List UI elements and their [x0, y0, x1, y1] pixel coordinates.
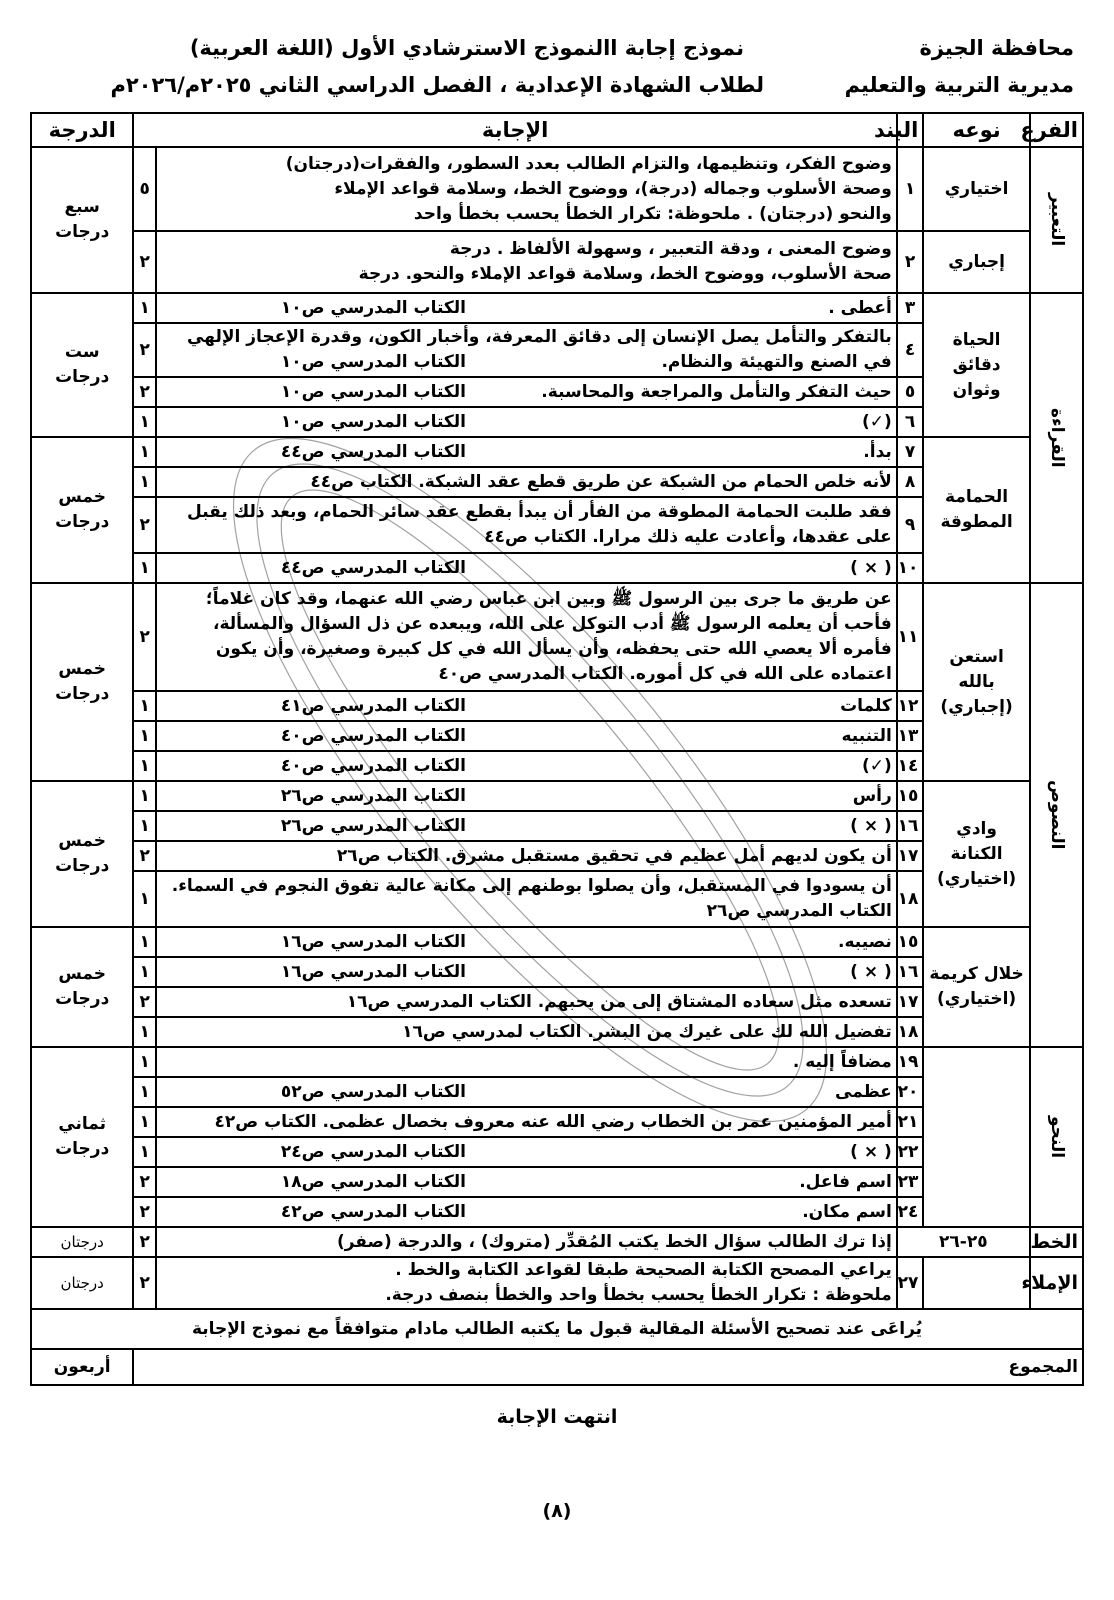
- answer-value: فقد طلبت الحمامة المطوقة من الفأر أن يبدأ بقطع عقد سائر الحمام، وبعد ذلك يقبل على عقدها، وأعادت عليه ذلك مرارا.: [187, 502, 892, 547]
- mark-cell: ٥: [133, 147, 156, 231]
- item-number: ٤: [897, 323, 924, 377]
- answer-value: ( × ): [850, 1141, 892, 1162]
- answer-value: ( × ): [850, 815, 892, 836]
- answer-line: والنحو (درجتان) . ملحوظة: تكرار الخطأ يحسب بخطأ واحد: [413, 203, 892, 224]
- answer-line: وضوح الفكر، وتنظيمها، والتزام الطالب بعدد السطور، والفقرات(درجتان): [285, 153, 892, 174]
- answer-text: [156, 437, 897, 467]
- answer-text: [156, 957, 897, 987]
- branch-taabeer: التعبير: [1030, 147, 1083, 293]
- item-number: ١١: [897, 583, 924, 691]
- grade-wadi: خمس درجات: [31, 781, 133, 927]
- answer-text: [156, 323, 897, 377]
- item-number: ٥: [897, 377, 924, 407]
- table-row: [31, 437, 1083, 467]
- topic-khilal: [923, 927, 1029, 1047]
- answer-text: [156, 231, 897, 293]
- answer-value: تفضيل الله لك على غيرك من البشر.: [587, 1021, 892, 1042]
- table-row: [31, 927, 1083, 957]
- end-text: انتهت الإجابة: [496, 1406, 618, 1428]
- answer-table: [30, 112, 1084, 1386]
- answer-text: إذا ترك الطالب سؤال الخط يكتب المُقدِّر (متروك) ، والدرجة (صفر): [156, 1227, 897, 1257]
- mark-cell: ١: [133, 467, 156, 497]
- item-number: ١٦: [897, 811, 924, 841]
- answer-line: يراعي المصحح الكتابة الصحيحة طبقا لقواعد الكتابة والخط .: [395, 1260, 892, 1280]
- mark-cell: ١: [133, 871, 156, 927]
- answer-text: [156, 553, 897, 583]
- header-item: البند: [897, 113, 924, 147]
- answer-value: حيث التفكر والتأمل والمراجعة والمحاسبة.: [541, 381, 892, 402]
- item-number: ٢٤: [897, 1197, 924, 1227]
- item-number: ٢: [897, 231, 924, 293]
- answer-text: [156, 467, 897, 497]
- mark-cell: ١: [133, 1047, 156, 1077]
- book-reference: الكتاب المدرسي ص٤٠: [438, 664, 624, 684]
- answer-text: [156, 293, 897, 323]
- mark-cell: ١: [133, 1107, 156, 1137]
- topic-type: (إجباري): [940, 696, 1013, 717]
- table-header-row: [31, 113, 1083, 147]
- mark-cell: ١: [133, 1017, 156, 1047]
- item-number: ٩: [897, 497, 924, 553]
- book-reference: الكتاب المدرسي ص٤٠: [280, 755, 466, 776]
- mark-cell: ١: [133, 691, 156, 721]
- mark-cell: ٢: [133, 1197, 156, 1227]
- answer-value: ( × ): [850, 557, 892, 578]
- mark-cell: ١: [133, 437, 156, 467]
- answer-value: اسم فاعل.: [799, 1171, 892, 1192]
- type-cell: اختياري: [923, 147, 1029, 231]
- answer-text: [156, 691, 897, 721]
- book-reference: الكتاب ص٢٦: [336, 845, 439, 866]
- mark-cell: ٢: [133, 377, 156, 407]
- answer-value: اسم مكان.: [802, 1201, 892, 1222]
- answer-text: [156, 927, 897, 957]
- topic-type: (اختياري): [936, 868, 1017, 889]
- answer-text: [156, 1047, 897, 1077]
- item-number: ٣: [897, 293, 924, 323]
- mark-cell: ٢: [133, 497, 156, 553]
- answer-value: بالتفكر والتأمل يصل الإنسان إلى دقائق المعرفة، وأخبار الكون، وقدرة الإعجاز الإلهي في الصنع والتهيئة والنظام.: [187, 327, 892, 372]
- answer-text: [156, 781, 897, 811]
- book-reference: الكتاب المدرسي ص٥٢: [280, 1081, 466, 1102]
- book-reference: الكتاب المدرسي ص١٦: [280, 961, 466, 982]
- answer-text: [156, 721, 897, 751]
- mark-cell: ١: [133, 781, 156, 811]
- item-number: ١٧: [897, 841, 924, 871]
- answer-value: بدأ.: [863, 441, 892, 462]
- item-number: ٦: [897, 407, 924, 437]
- item-number: ٢٢: [897, 1137, 924, 1167]
- answer-value: التنبيه: [841, 725, 892, 746]
- answer-value: رأس: [852, 785, 892, 806]
- answer-value: أن يكون لديهم أمل عظيم في تحقيق مستقبل مشرق.: [444, 845, 892, 866]
- item-number: ١: [897, 147, 924, 231]
- book-reference: الكتاب المدرسي ص٤١: [280, 695, 466, 716]
- answer-value: عظمى: [835, 1081, 892, 1102]
- mark-cell: ٢: [133, 987, 156, 1017]
- header-answer: الإجابة: [133, 113, 896, 147]
- header-branch: الفرع: [1030, 113, 1083, 147]
- grading-note: يُراعَى عند تصحيح الأسئلة المقالية قبول ما يكتبه الطالب مادام متوافقاً مع نموذج الإجابة: [31, 1309, 1083, 1349]
- answer-text: [156, 1257, 897, 1309]
- answer-text: [156, 811, 897, 841]
- book-reference: الكتاب المدرسي ص١٨: [280, 1171, 466, 1192]
- answer-text: [156, 751, 897, 781]
- topic-wadi: [923, 781, 1029, 927]
- topic-istaen: [923, 583, 1029, 781]
- book-reference: الكتاب المدرسي ص١٠: [280, 352, 466, 372]
- page-title: نموذج إجابة االنموذج الاسترشادي الأول (اللغة العربية): [189, 36, 744, 60]
- mark-cell: ١: [133, 553, 156, 583]
- answer-text: [156, 377, 897, 407]
- mark-cell: ١: [133, 407, 156, 437]
- table-row: [31, 1257, 1083, 1309]
- item-number: ٢١: [897, 1107, 924, 1137]
- item-number: ١٤: [897, 751, 924, 781]
- answer-text: [156, 1107, 897, 1137]
- answer-value: لأنه خلص الحمام من الشبكة عن طريق قطع عقد الشبكة.: [418, 471, 892, 492]
- item-number: ١٩: [897, 1047, 924, 1077]
- item-number: ٢٠: [897, 1077, 924, 1107]
- answer-line: وضوح المعنى ، ودقة التعبير ، وسهولة الألفاظ . درجة: [449, 239, 892, 259]
- book-reference: الكتاب المدرسي ص٢٦: [280, 815, 466, 836]
- grade-nahw: ثماني درجات: [31, 1047, 133, 1227]
- item-number: ١٨: [897, 871, 924, 927]
- grade-taabeer: سبع درجات: [31, 147, 133, 293]
- item-number: ١٥: [897, 781, 924, 811]
- answer-value: كلمات: [840, 695, 892, 716]
- branch-nusoos: النصوص: [1030, 583, 1083, 1047]
- answer-text: [156, 1197, 897, 1227]
- answer-text: [156, 871, 897, 927]
- answer-value: (✓): [861, 755, 892, 776]
- table-row: [31, 1227, 1083, 1257]
- topic-title: خلال كريمة: [929, 964, 1024, 984]
- answer-value: ( × ): [850, 961, 892, 982]
- grade-hamama: خمس درجات: [31, 437, 133, 583]
- branch-nahw: النحو: [1030, 1047, 1083, 1227]
- item-number: ١٧: [897, 987, 924, 1017]
- answer-text: [156, 583, 897, 691]
- page-subtitle: لطلاب الشهادة الإعدادية ، الفصل الدراسي الثاني ٢٠٢٥م/٢٠٢٦م: [110, 73, 764, 97]
- answer-text: [156, 1137, 897, 1167]
- table-row: [31, 147, 1083, 231]
- table-row: [31, 231, 1083, 293]
- book-reference: الكتاب المدرسي ص٢٦: [706, 901, 892, 921]
- answer-text: [156, 497, 897, 553]
- table-row: [31, 583, 1083, 691]
- table-row: [31, 781, 1083, 811]
- book-reference: الكتاب المدرسي ص١٠: [280, 297, 466, 318]
- book-reference: الكتاب ص٤٤: [310, 471, 413, 492]
- book-reference: الكتاب لمدرسي ص١٦: [402, 1021, 582, 1042]
- header-type: نوعه: [923, 113, 1029, 147]
- answer-value: أن يسودوا في المستقبل، وأن يصلوا بوطنهم إلى مكانة عالية تفوق النجوم في السماء.: [171, 876, 892, 896]
- item-number: ١٦: [897, 957, 924, 987]
- mark-cell: ٢: [133, 1257, 156, 1309]
- item-number: ١٥: [897, 927, 924, 957]
- answer-text: [156, 841, 897, 871]
- book-reference: الكتاب المدرسي ص٤٠: [280, 725, 466, 746]
- grade-istaen: خمس درجات: [31, 583, 133, 781]
- answer-text: [156, 1077, 897, 1107]
- mark-cell: ٢: [133, 583, 156, 691]
- answer-text: [156, 407, 897, 437]
- item-number: ٢٧: [897, 1257, 924, 1309]
- book-reference: الكتاب المدرسي ص١٦: [346, 991, 532, 1012]
- branch-khatt: الخط: [1030, 1227, 1083, 1257]
- type-cell: إجباري: [923, 231, 1029, 293]
- topic-empty: [923, 1047, 1029, 1227]
- item-number: ٨: [897, 467, 924, 497]
- item-number: ٧: [897, 437, 924, 467]
- total-label: المجموع: [133, 1349, 1083, 1385]
- answer-text: [156, 147, 897, 231]
- header-grade: الدرجة: [31, 113, 133, 147]
- directorate: مديرية التربية والتعليم: [844, 73, 1074, 97]
- answer-value: مضافاً إليه .: [792, 1051, 892, 1072]
- answer-text: [156, 1167, 897, 1197]
- mark-cell: ٢: [133, 841, 156, 871]
- table-row: [31, 1047, 1083, 1077]
- grade-imlaa: درجتان: [31, 1257, 133, 1309]
- book-reference: الكتاب المدرسي ص١٦: [280, 931, 466, 952]
- item-number: ١٨: [897, 1017, 924, 1047]
- answer-line: ملحوظة : تكرار الخطأ يحسب بخطأ واحد والخطأ بنصف درجة.: [385, 1285, 892, 1305]
- table-row: [31, 1309, 1083, 1349]
- branch-qiraa: القراءة: [1030, 293, 1083, 583]
- book-reference: الكتاب ص٤٢: [214, 1111, 317, 1132]
- grade-hayah: ست درجات: [31, 293, 133, 437]
- mark-cell: ١: [133, 811, 156, 841]
- answer-value: نصيبه.: [838, 931, 892, 952]
- grade-khatt: درجتان: [31, 1227, 133, 1257]
- book-reference: الكتاب ص٤٤: [484, 527, 587, 547]
- mark-cell: ٢: [133, 231, 156, 293]
- mark-cell: ١: [133, 293, 156, 323]
- answer-line: صحة الأسلوب، ووضوح الخط، وسلامة قواعد الإملاء والنحو. درجة: [358, 264, 892, 284]
- page-number: (٨): [542, 1500, 572, 1522]
- mark-cell: ١: [133, 721, 156, 751]
- grade-khilal: خمس درجات: [31, 927, 133, 1047]
- book-reference: الكتاب المدرسي ص١٠: [280, 381, 466, 402]
- book-reference: الكتاب المدرسي ص٢٤: [280, 1141, 466, 1162]
- topic-type: (اختياري): [936, 989, 1017, 1009]
- book-reference: الكتاب المدرسي ص١٠: [280, 411, 466, 432]
- answer-value: أعطى .: [828, 297, 892, 318]
- governorate: محافظة الجيزة: [919, 36, 1074, 60]
- item-number: ٢٣: [897, 1167, 924, 1197]
- branch-imlaa: الإملاء: [1030, 1257, 1083, 1309]
- item-number: ١٠: [897, 553, 924, 583]
- topic-hayah: الحياة دقائق وثوان: [923, 293, 1029, 437]
- mark-cell: ١: [133, 1137, 156, 1167]
- mark-cell: ١: [133, 1077, 156, 1107]
- answer-value: عن طريق ما جرى بين الرسول ﷺ وبين ابن عباس رضي الله عنهما، وقد كان غلاماً؛ فأحب أن يعلمه الرسول ﷺ أدب التوكل على الله، ويبعده عن ذل السؤال والمسألة، فأمره ألا يعصي الله حتى يحفظه، وأن يسأل الله في كل كبيرة وصغيرة، وأن يكون اعتماده على الله في كل أموره.: [205, 589, 892, 684]
- table-row: [31, 293, 1083, 323]
- mark-cell: ٢: [133, 1167, 156, 1197]
- book-reference: الكتاب المدرسي ص٢٦: [280, 785, 466, 806]
- table-row: [31, 1349, 1083, 1385]
- topic-hamama: الحمامة المطوقة: [923, 437, 1029, 583]
- item-number: ١٣: [897, 721, 924, 751]
- answer-text: [156, 1017, 897, 1047]
- topic-title: استعن بالله: [949, 646, 1004, 692]
- answer-value: تسعده مثل سعاده المشتاق إلى من يحبهم.: [537, 991, 892, 1012]
- item-number: ٢٥-٢٦: [897, 1227, 1030, 1257]
- book-reference: الكتاب المدرسي ص٤٤: [280, 441, 466, 462]
- mark-cell: ١: [133, 957, 156, 987]
- mark-cell: ١: [133, 927, 156, 957]
- mark-cell: ١: [133, 751, 156, 781]
- topic-title: وادي الكنانة: [950, 818, 1003, 864]
- book-reference: الكتاب المدرسي ص٤٢: [280, 1201, 466, 1222]
- mark-cell: ٢: [133, 323, 156, 377]
- item-number: ١٢: [897, 691, 924, 721]
- mark-cell: ٢: [133, 1227, 156, 1257]
- answer-value: (✓): [861, 411, 892, 432]
- answer-text: [156, 987, 897, 1017]
- total-value: أربعون: [31, 1349, 133, 1385]
- book-reference: الكتاب المدرسي ص٤٤: [280, 557, 466, 578]
- answer-line: وصحة الأسلوب وجماله (درجة)، ووضوح الخط، وسلامة قواعد الإملاء: [334, 178, 892, 199]
- answer-value: أمير المؤمنين عمر بن الخطاب رضي الله عنه معروف بخصال عظمى.: [322, 1111, 892, 1132]
